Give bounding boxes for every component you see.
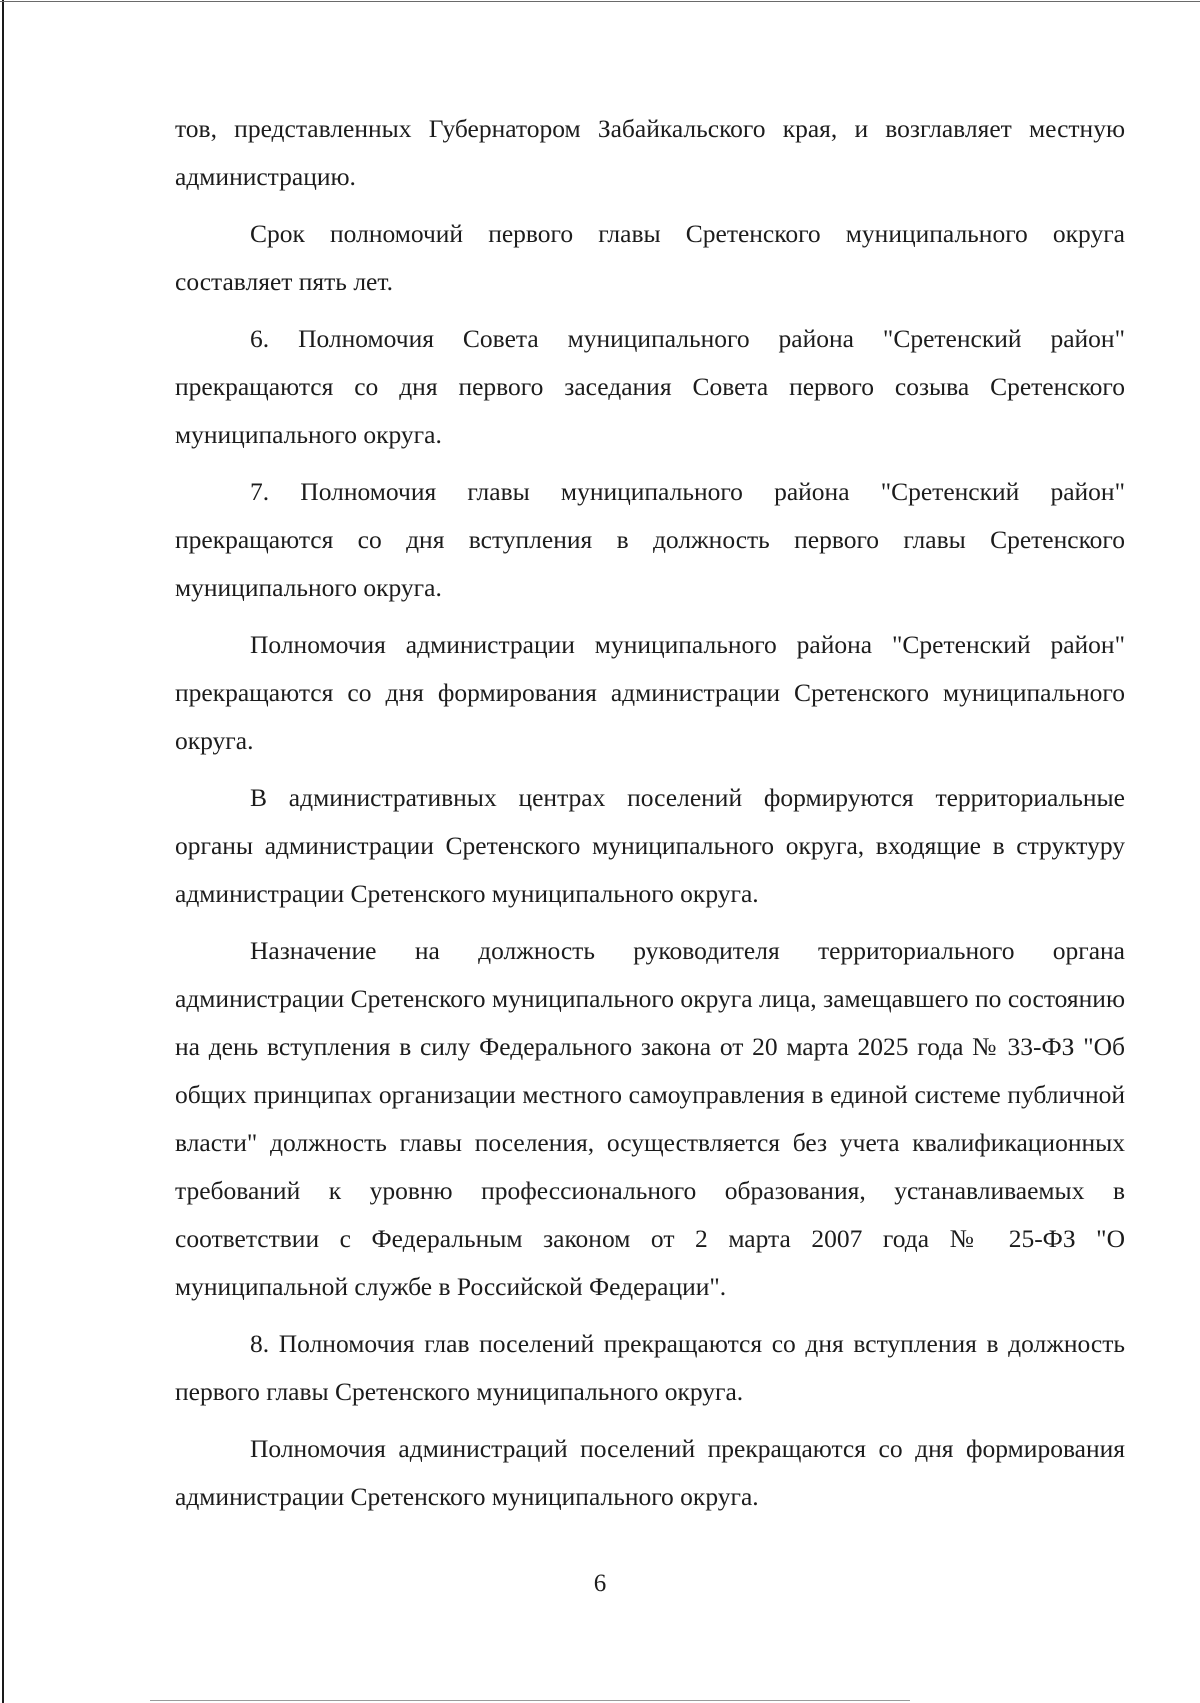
- body-text: [175, 105, 1125, 1530]
- paragraph-term-of-office: Срок полномочий первого главы Сретенского муниципального округа составляет пять лет.: [175, 219, 1125, 296]
- paragraph-territorial-bodies: В административных центрах поселений формируются территориальные органы администрации Сретенского муниципального округа, входящие в структуру администрации Сретенского муниципального округа.: [175, 783, 1125, 908]
- paragraph-item-8: 8. Полномочия глав поселений прекращаются со дня вступления в должность первого главы Сретенского муниципального округа.: [175, 1329, 1125, 1406]
- scan-left-edge: [2, 0, 4, 1703]
- paragraph-district-administration: Полномочия администрации муниципального района "Сретенский район" прекращаются со дня формирования администрации Сретенского муниципального округа.: [175, 630, 1125, 755]
- page-number: 6: [593, 1570, 607, 1597]
- scan-top-edge: [0, 1, 1200, 2]
- paragraph-continuation: тов, представленных Губернатором Забайкальского края, и возглавляет местную администрацию.: [175, 114, 1125, 191]
- scan-bottom-edge: [150, 1700, 910, 1701]
- paragraph-appointment: Назначение на должность руководителя территориального органа администрации Сретенского муниципального округа лица, замещавшего по состоянию на день вступления в силу Федерального закона от 20 марта 2025 года № 33-ФЗ "Об общих принципах организации местного самоуправления в единой системе публичной власти" должность главы поселения, осуществляется без учета квалификационных требований к уровню профессионального образования, устанавливаемых в соответствии с Федеральным законом от 2 марта 2007 года № 25-ФЗ "О муниципальной службе в Российской Федерации".: [175, 936, 1125, 1301]
- paragraph-item-6: 6. Полномочия Совета муниципального района "Сретенский район" прекращаются со дня первого заседания Совета первого созыва Сретенского муниципального округа.: [175, 324, 1125, 449]
- paragraph-item-7: 7. Полномочия главы муниципального района "Сретенский район" прекращаются со дня вступления в должность первого главы Сретенского муниципального округа.: [175, 477, 1125, 602]
- paragraph-settlement-administrations: Полномочия администраций поселений прекращаются со дня формирования администрации Сретенского муниципального округа.: [175, 1434, 1125, 1511]
